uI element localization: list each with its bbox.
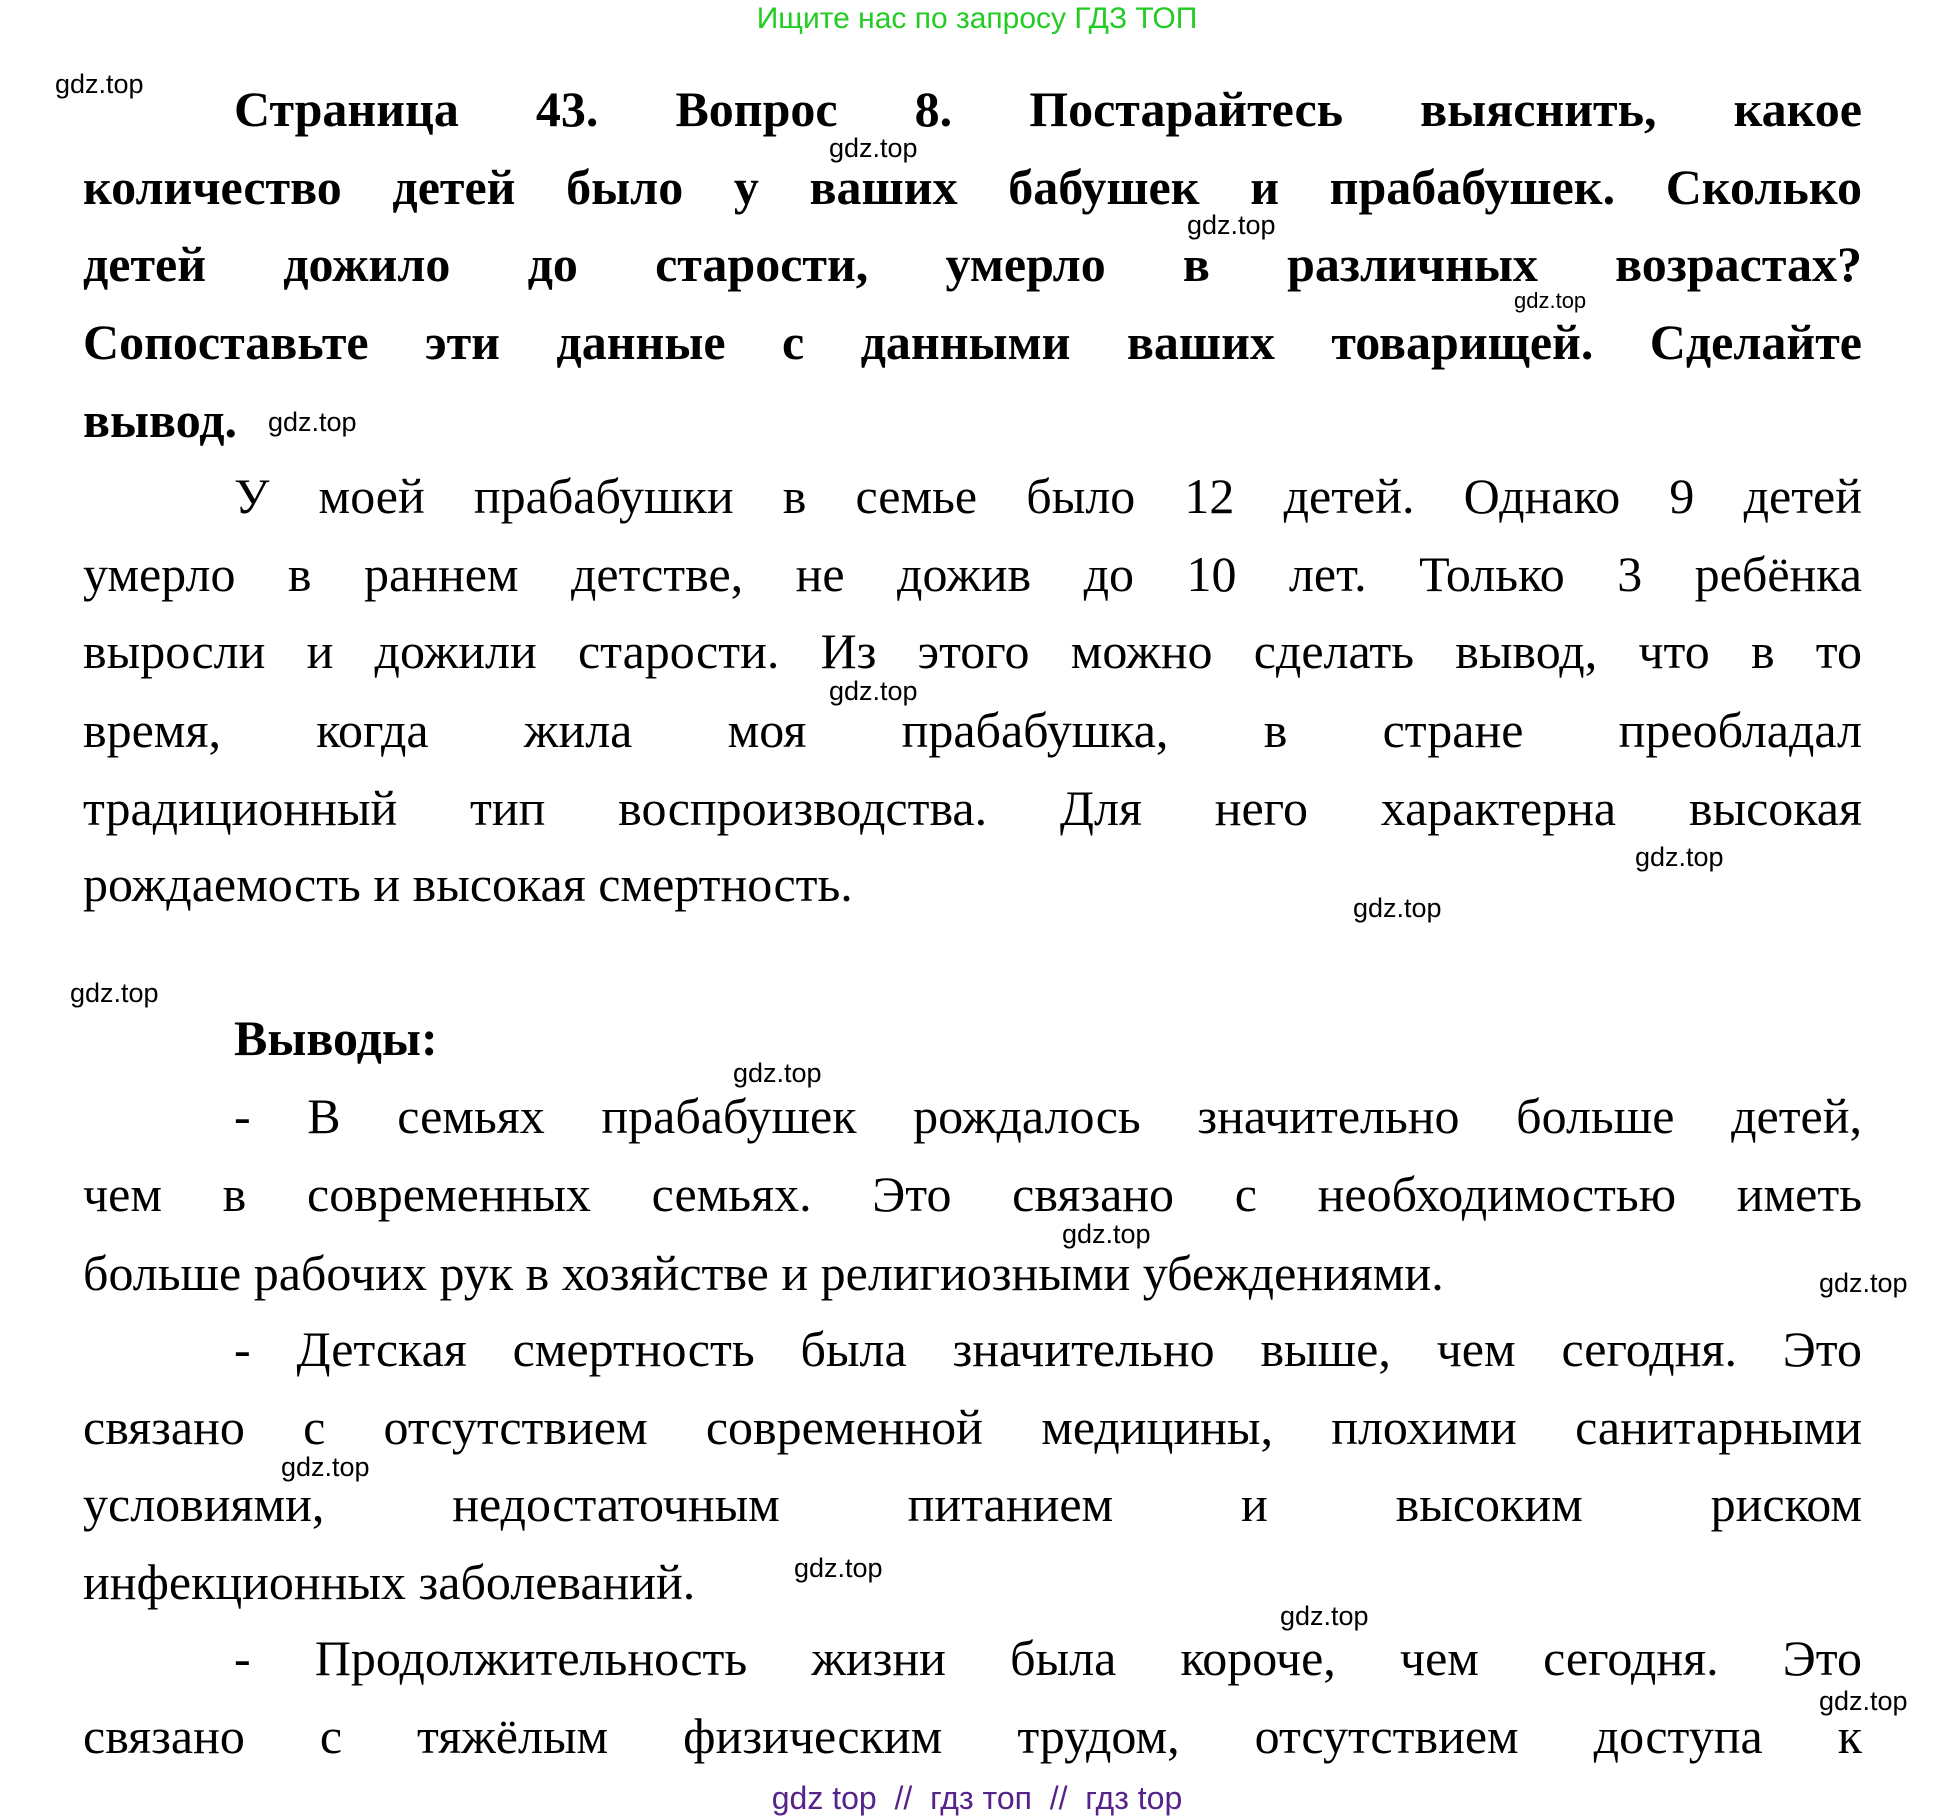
question-line: вывод. [83,392,238,448]
answer-line: У моей прабабушки в семье было 12 детей. Однако 9 детей [234,468,1862,524]
watermark: gdz.top [829,676,918,706]
watermark: gdz.top [1514,288,1587,313]
footer-links[interactable]: gdz top // гдз топ // гдз top [771,1780,1183,1816]
watermark: gdz.top [1635,842,1724,872]
answer-line: выросли и дожили старости. Из этого можно сделать вывод, что в то [83,623,1862,679]
conclusions-title: Выводы: [234,1010,438,1066]
conclusion-line: - В семьях прабабушек рождалось значительно больше детей, [234,1088,1862,1144]
answer-line: умерло в раннем детстве, не дожив до 10 лет. Только 3 ребёнка [83,546,1862,602]
watermark: gdz.top [1187,210,1276,240]
watermark: gdz.top [1819,1268,1908,1298]
watermark: gdz.top [1280,1601,1369,1631]
watermark: gdz.top [1819,1686,1908,1716]
answer-line: время, когда жила моя прабабушка, в стране преобладал [83,702,1862,758]
question-line: детей дожило до старости, умерло в различных возрастах? [83,236,1862,292]
conclusion-line: условиями, недостаточным питанием и высоким риском [83,1476,1862,1532]
watermark: gdz.top [733,1058,822,1088]
conclusion-line: связано с тяжёлым физическим трудом, отсутствием доступа к [83,1708,1862,1764]
conclusion-line: - Продолжительность жизни была короче, чем сегодня. Это [234,1630,1862,1686]
watermark: gdz.top [55,69,144,99]
watermark: gdz.top [1353,893,1442,923]
watermark: gdz.top [794,1553,883,1583]
answer-line: традиционный тип воспроизводства. Для него характерна высокая [83,780,1862,836]
watermark: gdz.top [281,1452,370,1482]
question-line: Страница 43. Вопрос 8. Постарайтесь выяснить, какое [234,81,1862,137]
conclusion-line: инфекционных заболеваний. [83,1554,696,1610]
watermark: gdz.top [829,133,918,163]
watermark: gdz.top [1062,1219,1151,1249]
watermark: gdz.top [268,407,357,437]
conclusion-line: больше рабочих рук в хозяйстве и религиозными убеждениями. [83,1245,1444,1301]
conclusion-line: связано с отсутствием современной медицины, плохими санитарными [83,1399,1862,1455]
search-hint-banner: Ищите нас по запросу ГДЗ ТОП [756,2,1198,35]
conclusion-line: чем в современных семьях. Это связано с необходимостью иметь [83,1166,1862,1222]
question-line: количество детей было у ваших бабушек и прабабушек. Сколько [83,159,1862,215]
watermark: gdz.top [70,978,159,1008]
question-line: Сопоставьте эти данные с данными ваших товарищей. Сделайте [83,314,1862,370]
conclusion-line: - Детская смертность была значительно выше, чем сегодня. Это [234,1321,1862,1377]
answer-line: рождаемость и высокая смертность. [83,856,853,912]
